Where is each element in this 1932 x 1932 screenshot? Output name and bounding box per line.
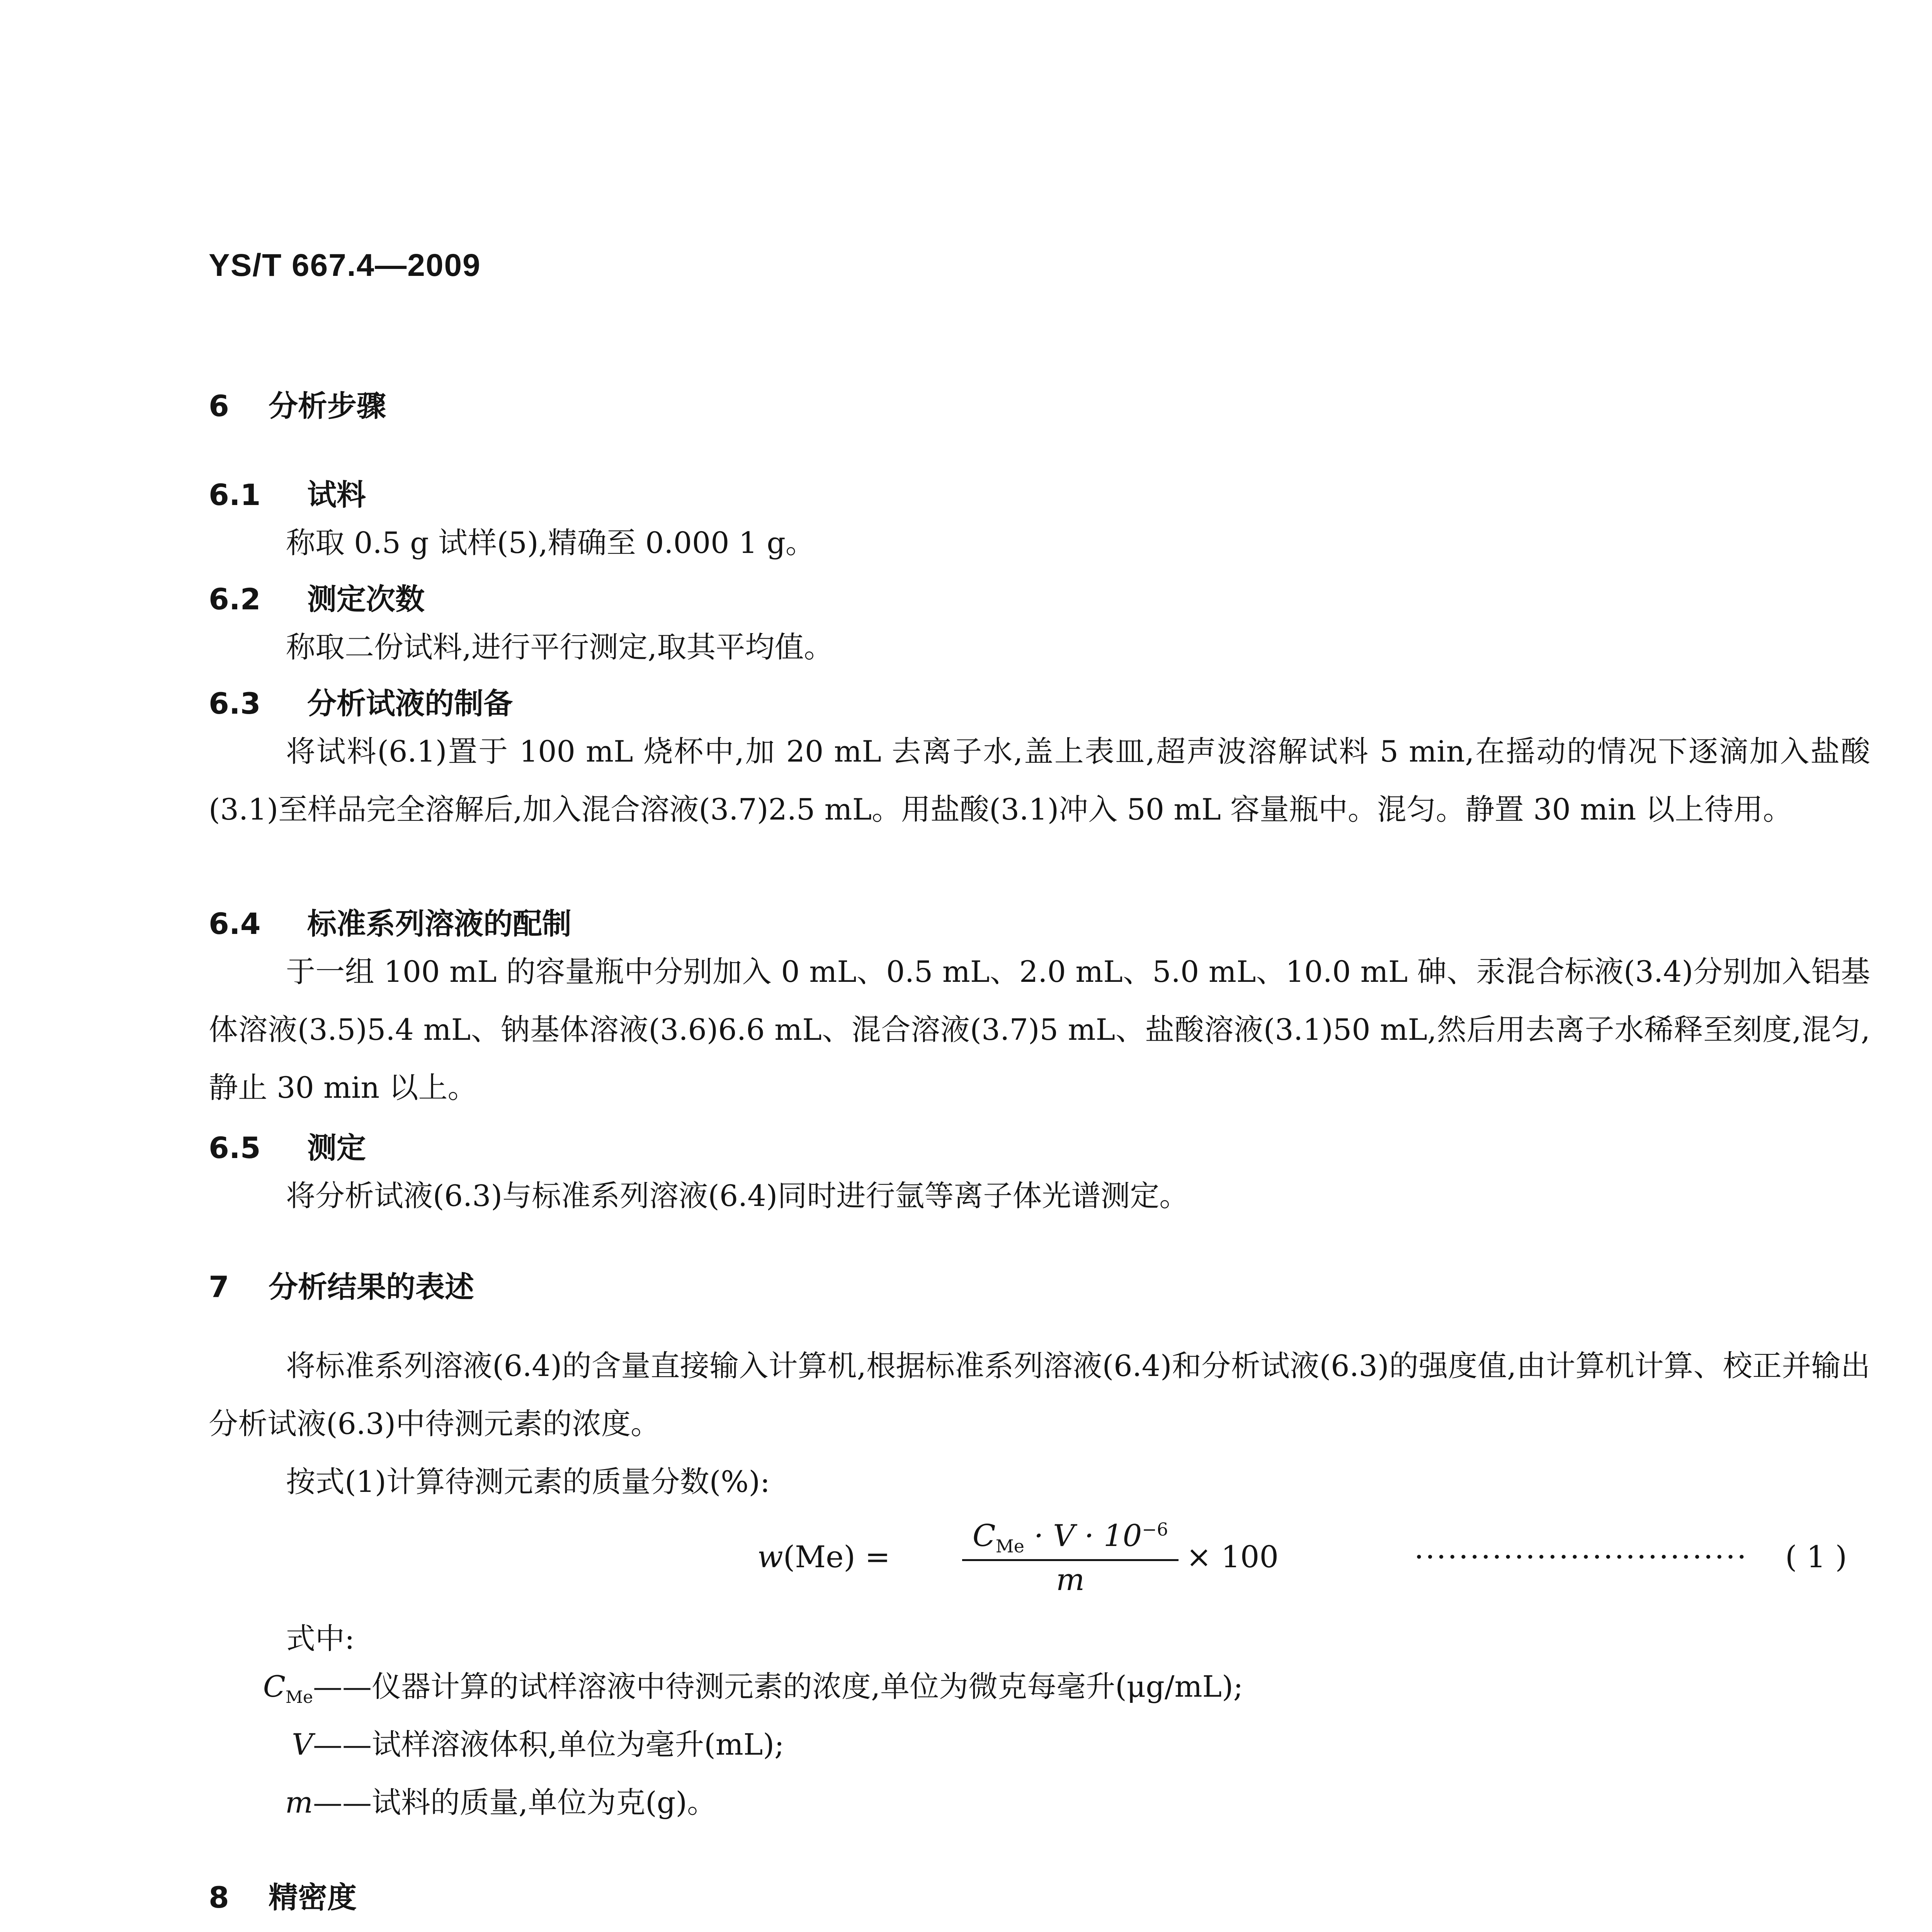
section-6-4-heading: 6.4 标准系列溶液的配制 bbox=[209, 906, 571, 941]
section-7-heading: 7 分析结果的表述 bbox=[209, 1270, 474, 1304]
formula-fraction bbox=[962, 1519, 1179, 1597]
formula-denominator: m bbox=[1056, 1562, 1085, 1597]
standard-code: YS/T 667.4—2009 bbox=[209, 248, 481, 283]
section-6-1-text: 称取 0.5 g 试样(5),精确至 0.000 1 g。 bbox=[286, 526, 815, 560]
section-6-5-heading: 6.5 测定 bbox=[209, 1131, 366, 1165]
section-6-3-heading: 6.3 分析试液的制备 bbox=[209, 686, 513, 721]
section-6-2-heading: 6.2 测定次数 bbox=[209, 582, 425, 616]
formula-lhs: w(Me) = bbox=[757, 1540, 890, 1575]
definition-m: m——试料的质量,单位为克(g)。 bbox=[285, 1785, 717, 1820]
formula-leader-dots: ······························ bbox=[1414, 1540, 1748, 1575]
section-7-text-2: 按式(1)计算待测元素的质量分数(%): bbox=[286, 1464, 770, 1499]
section-7-text-1: 将标准系列溶液(6.4)的含量直接输入计算机,根据标准系列溶液(6.4)和分析试液(6.3)的强度值,由计算机计算、校正并输出分析试液(6.3)中待测元素的浓度。 bbox=[209, 1349, 1870, 1441]
where-label: 式中: bbox=[286, 1621, 355, 1656]
section-8-heading: 8 精密度 bbox=[209, 1880, 357, 1915]
definition-v: V——试样溶液体积,单位为毫升(mL); bbox=[292, 1727, 784, 1762]
section-6-heading: 6 分析步骤 bbox=[209, 389, 386, 423]
section-6-4-text: 于一组 100 mL 的容量瓶中分别加入 0 mL、0.5 mL、2.0 mL、5.0 mL、10.0 mL 砷、汞混合标液(3.4)分别加入铝基体溶液(3.5)5.4 mL、钠基体溶液(3.6)6.6 mL、混合溶液(3.7)5 mL、盐酸溶液(3.1)50 mL,然后用去离子水稀释至刻度,混匀,静止 30 min 以上。 bbox=[209, 954, 1870, 1105]
variable-definitions bbox=[263, 1658, 1243, 1832]
formula-number: ( 1 ) bbox=[1785, 1540, 1847, 1575]
section-6-2-text: 称取二份试料,进行平行测定,取其平均值。 bbox=[286, 630, 833, 664]
section-6-5-text: 将分析试液(6.3)与标准系列溶液(6.4)同时进行氩等离子体光谱测定。 bbox=[286, 1179, 1189, 1213]
section-6-1-heading: 6.1 试料 bbox=[209, 478, 366, 512]
formula-1 bbox=[757, 1519, 1878, 1596]
section-6-3-text: 将试料(6.1)置于 100 mL 烧杯中,加 20 mL 去离子水,盖上表皿,超声波溶解试料 5 min,在摇动的情况下逐滴加入盐酸(3.1)至样品完全溶解后,加入混合溶液(3.7)2.5 mL。用盐酸(3.1)冲入 50 mL 容量瓶中。混匀。静置 30 min 以上待用。 bbox=[209, 734, 1870, 827]
formula-times: × 100 bbox=[1186, 1540, 1279, 1575]
definition-c-me: $C_{Me}——$仪器计算的试样溶液中待测元素的浓度,单位为微克每毫升(μg/mL); bbox=[263, 1669, 1243, 1708]
formula-numerator: $C_{Me} \cdot V \cdot 10^{-6}$ bbox=[962, 1519, 1179, 1561]
